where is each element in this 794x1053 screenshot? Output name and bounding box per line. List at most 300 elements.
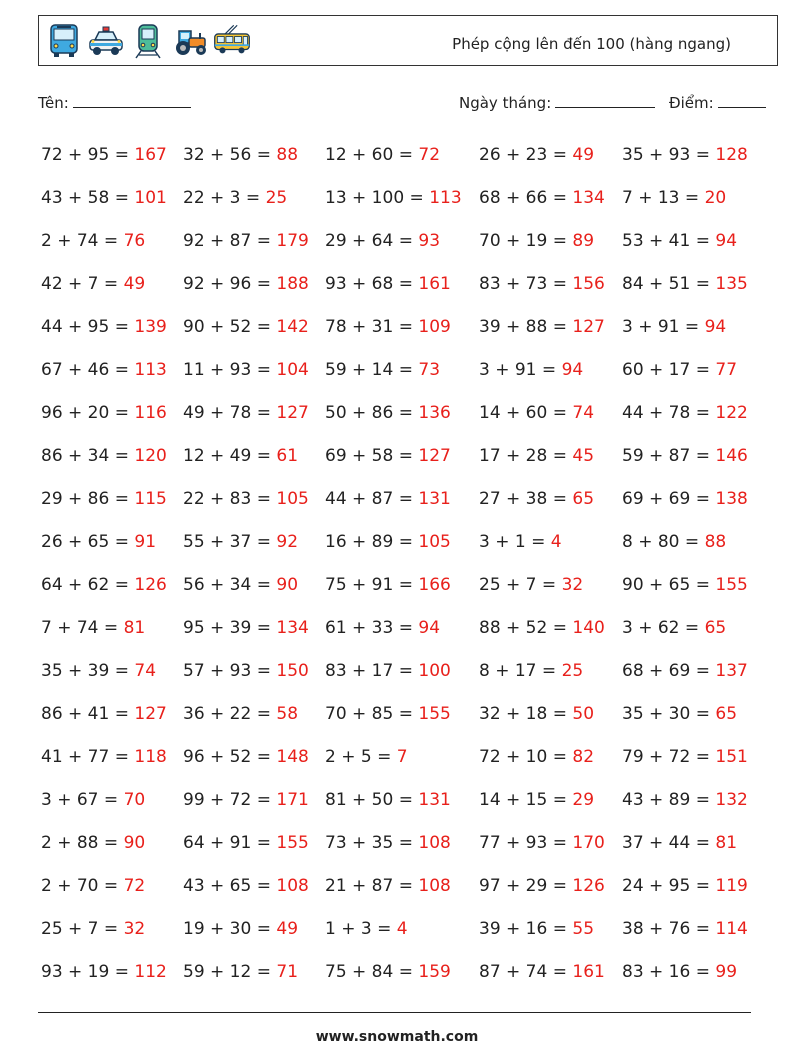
problem-answer: 126 xyxy=(134,575,167,595)
problem-cell xyxy=(622,486,772,529)
problem-row xyxy=(41,142,781,185)
problem-answer: 4 xyxy=(550,532,562,552)
problem-row xyxy=(41,572,781,615)
problem-question: 29 + 64 = xyxy=(325,231,413,251)
problem-answer: 93 xyxy=(418,231,441,251)
problem-cell xyxy=(41,271,183,314)
problem-cell xyxy=(41,658,183,701)
problem-cell xyxy=(622,572,772,615)
problem-answer: 91 xyxy=(134,532,157,552)
problem-cell xyxy=(325,658,479,701)
problem-cell xyxy=(183,701,325,744)
problem-cell xyxy=(325,271,479,314)
problem-cell xyxy=(325,744,479,787)
problem-cell xyxy=(325,486,479,529)
problem-cell xyxy=(183,314,325,357)
problem-answer: 159 xyxy=(418,962,451,982)
problem-cell xyxy=(325,572,479,615)
problem-row xyxy=(41,486,781,529)
problem-answer: 166 xyxy=(418,575,451,595)
problem-row xyxy=(41,830,781,873)
problem-question: 93 + 19 = xyxy=(41,962,129,982)
problem-question: 41 + 77 = xyxy=(41,747,129,767)
problem-answer: 134 xyxy=(572,188,605,208)
problem-cell xyxy=(622,357,772,400)
problem-question: 64 + 91 = xyxy=(183,833,271,853)
problem-answer: 108 xyxy=(276,876,309,896)
problem-answer: 32 xyxy=(123,919,146,939)
problem-cell xyxy=(622,701,772,744)
problem-question: 55 + 37 = xyxy=(183,532,271,552)
tractor-icon xyxy=(171,21,209,59)
problem-answer: 90 xyxy=(123,833,146,853)
problem-question: 42 + 7 = xyxy=(41,274,119,294)
problem-answer: 77 xyxy=(715,360,738,380)
problem-answer: 94 xyxy=(561,360,584,380)
problem-question: 12 + 60 = xyxy=(325,145,413,165)
problem-answer: 81 xyxy=(123,618,146,638)
problem-answer: 81 xyxy=(715,833,738,853)
problem-answer: 100 xyxy=(418,661,451,681)
problem-cell xyxy=(479,314,622,357)
problem-question: 77 + 93 = xyxy=(479,833,567,853)
tram-icon xyxy=(129,21,167,59)
score-label: Điểm: xyxy=(669,94,714,112)
problem-question: 68 + 69 = xyxy=(622,661,710,681)
problem-answer: 138 xyxy=(715,489,748,509)
problem-answer: 20 xyxy=(704,188,727,208)
problem-row xyxy=(41,787,781,830)
problem-answer: 139 xyxy=(134,317,167,337)
problem-cell xyxy=(479,572,622,615)
problem-cell xyxy=(479,787,622,830)
problem-question: 88 + 52 = xyxy=(479,618,567,638)
problem-question: 26 + 65 = xyxy=(41,532,129,552)
problem-cell xyxy=(41,314,183,357)
problem-answer: 167 xyxy=(134,145,167,165)
problem-answer: 150 xyxy=(276,661,309,681)
problem-answer: 7 xyxy=(396,747,408,767)
problem-cell xyxy=(622,228,772,271)
problem-cell xyxy=(325,916,479,959)
problem-question: 7 + 74 = xyxy=(41,618,119,638)
problem-answer: 94 xyxy=(418,618,441,638)
problem-question: 97 + 29 = xyxy=(479,876,567,896)
problem-answer: 170 xyxy=(572,833,605,853)
problem-answer: 131 xyxy=(418,489,451,509)
problem-cell xyxy=(622,271,772,314)
problem-answer: 136 xyxy=(418,403,451,423)
problem-question: 43 + 89 = xyxy=(622,790,710,810)
problem-cell xyxy=(41,357,183,400)
problem-cell xyxy=(183,142,325,185)
problem-answer: 116 xyxy=(134,403,167,423)
problem-question: 35 + 30 = xyxy=(622,704,710,724)
problem-question: 7 + 13 = xyxy=(622,188,700,208)
vehicle-icons xyxy=(45,21,251,59)
problem-answer: 148 xyxy=(276,747,309,767)
problem-row xyxy=(41,314,781,357)
problem-cell xyxy=(622,142,772,185)
problem-cell xyxy=(183,959,325,1002)
problem-answer: 128 xyxy=(715,145,748,165)
problem-answer: 156 xyxy=(572,274,605,294)
problem-question: 43 + 65 = xyxy=(183,876,271,896)
problem-question: 92 + 96 = xyxy=(183,274,271,294)
problem-cell xyxy=(183,228,325,271)
problem-question: 90 + 52 = xyxy=(183,317,271,337)
problem-question: 22 + 83 = xyxy=(183,489,271,509)
problem-question: 32 + 18 = xyxy=(479,704,567,724)
problem-question: 84 + 51 = xyxy=(622,274,710,294)
problem-cell xyxy=(622,873,772,916)
problem-question: 87 + 74 = xyxy=(479,962,567,982)
problem-answer: 127 xyxy=(418,446,451,466)
problem-question: 25 + 7 = xyxy=(479,575,557,595)
problem-answer: 61 xyxy=(276,446,299,466)
problem-answer: 49 xyxy=(123,274,146,294)
problem-question: 12 + 49 = xyxy=(183,446,271,466)
problem-answer: 113 xyxy=(429,188,462,208)
problem-question: 83 + 73 = xyxy=(479,274,567,294)
problem-question: 26 + 23 = xyxy=(479,145,567,165)
problem-answer: 120 xyxy=(134,446,167,466)
problem-cell xyxy=(41,787,183,830)
problem-cell xyxy=(41,830,183,873)
problem-question: 53 + 41 = xyxy=(622,231,710,251)
worksheet-title: Phép cộng lên đến 100 (hàng ngang) xyxy=(452,35,731,53)
footer-divider xyxy=(38,1012,751,1013)
problem-question: 92 + 87 = xyxy=(183,231,271,251)
problem-answer: 161 xyxy=(572,962,605,982)
problem-answer: 112 xyxy=(134,962,167,982)
problem-cell xyxy=(183,873,325,916)
problem-cell xyxy=(183,658,325,701)
problem-cell xyxy=(622,658,772,701)
problem-answer: 119 xyxy=(715,876,748,896)
problem-cell xyxy=(41,873,183,916)
problem-answer: 74 xyxy=(572,403,595,423)
problem-cell xyxy=(183,357,325,400)
problem-answer: 155 xyxy=(715,575,748,595)
problem-answer: 70 xyxy=(123,790,146,810)
problem-answer: 90 xyxy=(276,575,299,595)
problem-question: 60 + 17 = xyxy=(622,360,710,380)
problem-cell xyxy=(183,830,325,873)
score-line xyxy=(718,93,766,108)
problem-answer: 74 xyxy=(134,661,157,681)
problem-row xyxy=(41,615,781,658)
problem-question: 14 + 15 = xyxy=(479,790,567,810)
problem-cell xyxy=(325,529,479,572)
problem-question: 49 + 78 = xyxy=(183,403,271,423)
problem-question: 21 + 87 = xyxy=(325,876,413,896)
problem-question: 69 + 58 = xyxy=(325,446,413,466)
problem-cell xyxy=(479,357,622,400)
date-label: Ngày tháng: xyxy=(459,94,552,112)
problem-question: 73 + 35 = xyxy=(325,833,413,853)
problem-question: 86 + 34 = xyxy=(41,446,129,466)
problem-cell xyxy=(325,142,479,185)
problem-question: 44 + 95 = xyxy=(41,317,129,337)
problem-question: 44 + 78 = xyxy=(622,403,710,423)
problem-question: 93 + 68 = xyxy=(325,274,413,294)
problem-answer: 94 xyxy=(704,317,727,337)
problem-question: 17 + 28 = xyxy=(479,446,567,466)
problem-cell xyxy=(622,443,772,486)
problem-cell xyxy=(479,400,622,443)
problem-answer: 73 xyxy=(418,360,441,380)
problem-question: 72 + 95 = xyxy=(41,145,129,165)
problem-cell xyxy=(622,830,772,873)
problem-answer: 29 xyxy=(572,790,595,810)
problem-cell xyxy=(479,443,622,486)
problem-question: 2 + 70 = xyxy=(41,876,119,896)
problem-cell xyxy=(325,400,479,443)
problem-answer: 108 xyxy=(418,876,451,896)
problem-question: 50 + 86 = xyxy=(325,403,413,423)
problem-answer: 131 xyxy=(418,790,451,810)
problem-answer: 140 xyxy=(572,618,605,638)
problem-question: 37 + 44 = xyxy=(622,833,710,853)
date-line xyxy=(555,93,655,108)
problem-row xyxy=(41,959,781,1002)
problem-question: 39 + 16 = xyxy=(479,919,567,939)
problem-question: 56 + 34 = xyxy=(183,575,271,595)
problem-cell xyxy=(479,486,622,529)
problem-question: 43 + 58 = xyxy=(41,188,129,208)
problem-question: 32 + 56 = xyxy=(183,145,271,165)
problem-question: 2 + 88 = xyxy=(41,833,119,853)
problem-answer: 115 xyxy=(134,489,167,509)
problem-answer: 72 xyxy=(123,876,146,896)
problem-cell xyxy=(479,228,622,271)
problem-cell xyxy=(183,400,325,443)
problem-answer: 45 xyxy=(572,446,595,466)
problem-question: 36 + 22 = xyxy=(183,704,271,724)
problem-question: 69 + 69 = xyxy=(622,489,710,509)
problem-answer: 55 xyxy=(572,919,595,939)
problem-answer: 94 xyxy=(715,231,738,251)
problem-answer: 25 xyxy=(561,661,584,681)
problem-answer: 105 xyxy=(418,532,451,552)
name-line xyxy=(73,93,191,108)
problem-cell xyxy=(479,142,622,185)
problem-question: 38 + 76 = xyxy=(622,919,710,939)
problem-cell xyxy=(183,185,325,228)
problem-answer: 127 xyxy=(276,403,309,423)
footer-url: www.snowmath.com xyxy=(315,1029,479,1045)
problem-cell xyxy=(325,701,479,744)
problem-cell xyxy=(622,959,772,1002)
problem-answer: 88 xyxy=(704,532,727,552)
problem-answer: 188 xyxy=(276,274,309,294)
problem-cell xyxy=(479,916,622,959)
problem-cell xyxy=(183,572,325,615)
problem-row xyxy=(41,357,781,400)
problem-question: 90 + 65 = xyxy=(622,575,710,595)
problem-question: 3 + 91 = xyxy=(622,317,700,337)
problem-question: 29 + 86 = xyxy=(41,489,129,509)
problem-cell xyxy=(325,185,479,228)
problem-cell xyxy=(622,529,772,572)
problem-cell xyxy=(41,615,183,658)
problem-cell xyxy=(41,744,183,787)
problem-cell xyxy=(622,916,772,959)
problem-question: 83 + 17 = xyxy=(325,661,413,681)
problem-question: 61 + 33 = xyxy=(325,618,413,638)
problem-question: 64 + 62 = xyxy=(41,575,129,595)
problem-question: 27 + 38 = xyxy=(479,489,567,509)
problem-question: 1 + 3 = xyxy=(325,919,392,939)
problem-row xyxy=(41,529,781,572)
problem-answer: 65 xyxy=(715,704,738,724)
problem-question: 14 + 60 = xyxy=(479,403,567,423)
problem-question: 75 + 91 = xyxy=(325,575,413,595)
problem-cell xyxy=(183,271,325,314)
problem-answer: 114 xyxy=(715,919,748,939)
problem-grid xyxy=(41,142,781,1002)
problem-question: 99 + 72 = xyxy=(183,790,271,810)
problem-row xyxy=(41,873,781,916)
police-car-icon xyxy=(87,21,125,59)
problem-question: 70 + 85 = xyxy=(325,704,413,724)
problem-cell xyxy=(325,873,479,916)
problem-question: 68 + 66 = xyxy=(479,188,567,208)
problem-cell xyxy=(183,615,325,658)
trolleybus-icon xyxy=(213,21,251,59)
problem-answer: 25 xyxy=(265,188,288,208)
problem-question: 25 + 7 = xyxy=(41,919,119,939)
problem-cell xyxy=(479,185,622,228)
problem-question: 3 + 67 = xyxy=(41,790,119,810)
problem-answer: 155 xyxy=(276,833,309,853)
problem-question: 59 + 14 = xyxy=(325,360,413,380)
problem-cell xyxy=(183,443,325,486)
problem-cell xyxy=(183,916,325,959)
problem-question: 67 + 46 = xyxy=(41,360,129,380)
problem-cell xyxy=(325,228,479,271)
problem-answer: 88 xyxy=(276,145,299,165)
problem-cell xyxy=(479,830,622,873)
problem-cell xyxy=(41,443,183,486)
problem-cell xyxy=(41,572,183,615)
problem-answer: 108 xyxy=(418,833,451,853)
date-field[interactable] xyxy=(459,93,655,112)
problem-answer: 179 xyxy=(276,231,309,251)
problem-question: 95 + 39 = xyxy=(183,618,271,638)
problem-question: 3 + 62 = xyxy=(622,618,700,638)
problem-answer: 101 xyxy=(134,188,167,208)
problem-cell xyxy=(41,185,183,228)
problem-cell xyxy=(479,529,622,572)
problem-answer: 135 xyxy=(715,274,748,294)
problem-question: 35 + 39 = xyxy=(41,661,129,681)
problem-cell xyxy=(41,959,183,1002)
problem-cell xyxy=(41,486,183,529)
problem-question: 72 + 10 = xyxy=(479,747,567,767)
problem-answer: 155 xyxy=(418,704,451,724)
problem-question: 2 + 5 = xyxy=(325,747,392,767)
problem-cell xyxy=(325,357,479,400)
problem-row xyxy=(41,400,781,443)
problem-question: 11 + 93 = xyxy=(183,360,271,380)
problem-answer: 127 xyxy=(572,317,605,337)
name-field[interactable] xyxy=(38,93,191,112)
problem-question: 2 + 74 = xyxy=(41,231,119,251)
problem-answer: 109 xyxy=(418,317,451,337)
problem-cell xyxy=(325,787,479,830)
problem-cell xyxy=(479,744,622,787)
problem-question: 75 + 84 = xyxy=(325,962,413,982)
header-box xyxy=(38,15,778,66)
problem-row xyxy=(41,658,781,701)
problem-cell xyxy=(479,615,622,658)
problem-answer: 126 xyxy=(572,876,605,896)
problem-question: 96 + 20 = xyxy=(41,403,129,423)
problem-question: 96 + 52 = xyxy=(183,747,271,767)
problem-cell xyxy=(183,486,325,529)
problem-cell xyxy=(325,959,479,1002)
problem-answer: 142 xyxy=(276,317,309,337)
problem-question: 19 + 30 = xyxy=(183,919,271,939)
problem-answer: 50 xyxy=(572,704,595,724)
problem-cell xyxy=(325,615,479,658)
problem-answer: 161 xyxy=(418,274,451,294)
problem-answer: 4 xyxy=(396,919,408,939)
problem-question: 70 + 19 = xyxy=(479,231,567,251)
problem-question: 81 + 50 = xyxy=(325,790,413,810)
problem-answer: 49 xyxy=(276,919,299,939)
problem-cell xyxy=(622,400,772,443)
problem-question: 35 + 93 = xyxy=(622,145,710,165)
problem-answer: 92 xyxy=(276,532,299,552)
bus-icon xyxy=(45,21,83,59)
problem-question: 3 + 91 = xyxy=(479,360,557,380)
problem-cell xyxy=(325,314,479,357)
name-label: Tên: xyxy=(38,94,69,112)
problem-question: 13 + 100 = xyxy=(325,188,424,208)
problem-answer: 132 xyxy=(715,790,748,810)
problem-cell xyxy=(41,701,183,744)
problem-cell xyxy=(479,959,622,1002)
problem-answer: 71 xyxy=(276,962,299,982)
problem-question: 79 + 72 = xyxy=(622,747,710,767)
problem-cell xyxy=(622,615,772,658)
problem-answer: 118 xyxy=(134,747,167,767)
problem-cell xyxy=(41,916,183,959)
problem-question: 44 + 87 = xyxy=(325,489,413,509)
problem-cell xyxy=(183,744,325,787)
problem-answer: 146 xyxy=(715,446,748,466)
problem-answer: 65 xyxy=(572,489,595,509)
problem-answer: 171 xyxy=(276,790,309,810)
problem-answer: 58 xyxy=(276,704,299,724)
problem-cell xyxy=(622,744,772,787)
problem-cell xyxy=(622,787,772,830)
score-field[interactable] xyxy=(669,93,766,112)
problem-cell xyxy=(325,830,479,873)
problem-question: 3 + 1 = xyxy=(479,532,546,552)
problem-answer: 65 xyxy=(704,618,727,638)
problem-answer: 127 xyxy=(134,704,167,724)
problem-row xyxy=(41,744,781,787)
problem-question: 57 + 93 = xyxy=(183,661,271,681)
problem-cell xyxy=(479,873,622,916)
problem-answer: 105 xyxy=(276,489,309,509)
problem-row xyxy=(41,916,781,959)
problem-answer: 32 xyxy=(561,575,584,595)
